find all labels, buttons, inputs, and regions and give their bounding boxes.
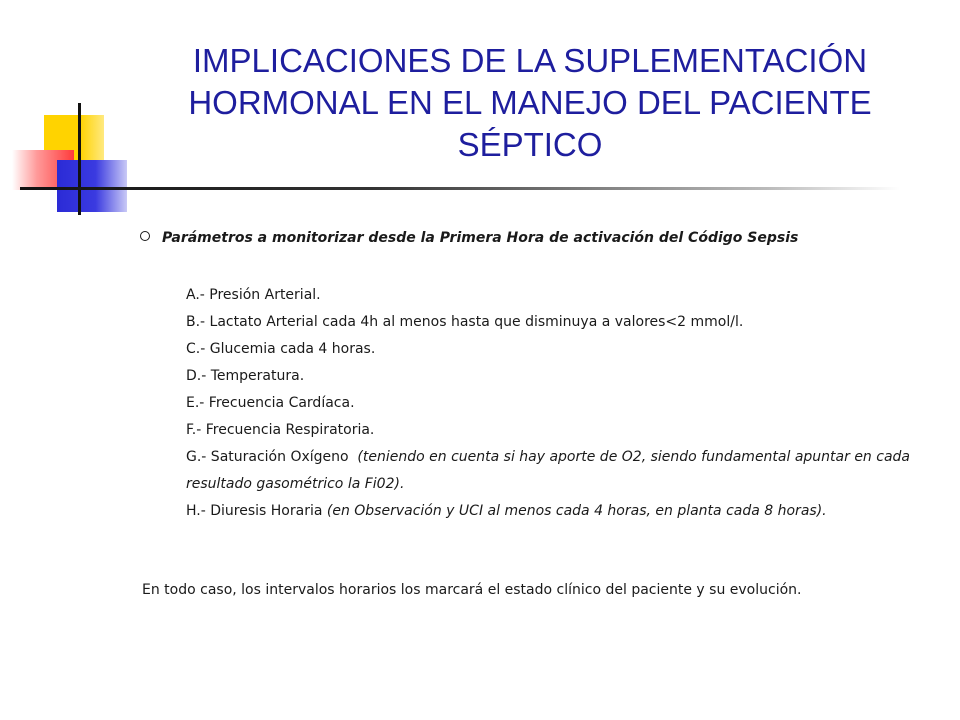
list-item: D.- Temperatura. <box>186 368 305 384</box>
list-item: F.- Frecuencia Respiratoria. <box>186 422 375 438</box>
list-item: B.- Lactato Arterial cada 4h al menos hasta que disminuya a valores<2 mmol/l. <box>186 314 744 330</box>
section-heading: Parámetros a monitorizar desde la Primera Hora de activación del Código Sepsis <box>162 230 799 246</box>
list-item: A.- Presión Arterial. <box>186 287 321 303</box>
title-divider-line <box>20 187 900 190</box>
list-item <box>186 498 920 525</box>
closing-statement: En todo caso, los intervalos horarios los marcará el estado clínico del paciente y su evolución. <box>142 582 802 598</box>
section-heading-row <box>140 230 920 246</box>
hollow-bullet-icon <box>140 231 150 241</box>
list-item-line <box>186 444 910 471</box>
list-item-note: (en Observación y UCI al menos cada 4 horas, en planta cada 8 horas). <box>326 503 827 519</box>
list-item: E.- Frecuencia Cardíaca. <box>186 395 355 411</box>
list-item-note: (teniendo en cuenta si hay aporte de O2, siendo fundamental apuntar en cada <box>357 449 910 465</box>
list-item <box>186 444 920 498</box>
slide-content <box>140 230 920 525</box>
parameter-list <box>186 282 920 525</box>
title-line-2: HORMONAL EN EL MANEJO DEL PACIENTE <box>188 84 872 121</box>
title-line-3: SÉPTICO <box>457 126 603 163</box>
decorative-vertical-line <box>78 103 81 215</box>
list-item: C.- Glucemia cada 4 horas. <box>186 341 376 357</box>
title-line-1: IMPLICACIONES DE LA SUPLEMENTACIÓN <box>192 42 868 79</box>
list-item-note-continued: resultado gasométrico la Fi02). <box>186 476 405 492</box>
list-item-label: H.- Diuresis Horaria <box>186 503 323 519</box>
list-item-label: G.- Saturación Oxígeno <box>186 449 349 465</box>
decorative-blue-square <box>57 160 127 212</box>
slide-title <box>150 40 910 166</box>
